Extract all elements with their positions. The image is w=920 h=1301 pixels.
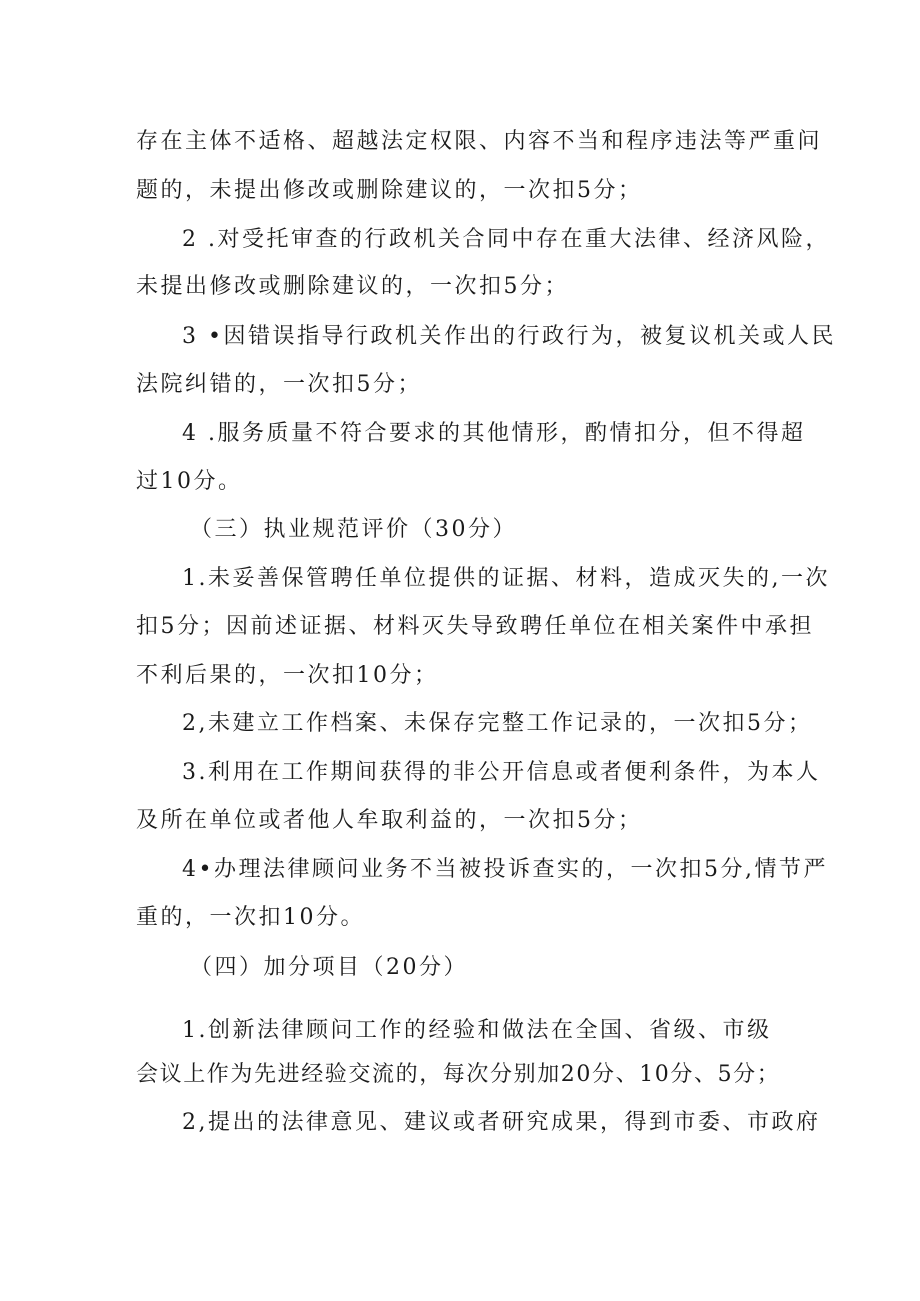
list-item-line: 1.未妥善保管聘任单位提供的证据、材料，造成灭失的,一次	[182, 566, 830, 591]
section-heading: （三）执业规范评价（30分）	[190, 517, 517, 542]
text-line: 存在主体不适格、超越法定权限、内容不当和程序违法等严重问	[136, 129, 823, 154]
text-line: 法院纠错的，一次扣5分；	[136, 372, 422, 397]
text-line: 扣5分；因前述证据、材料灭失导致聘任单位在相关案件中承担	[136, 614, 814, 639]
list-item-line: 2,未建立工作档案、未保存完整工作记录的，一次扣5分；	[182, 711, 813, 736]
text-line: 会议上作为先进经验交流的，每次分别加20分、10分、5分；	[136, 1062, 781, 1087]
text-line: 未提出修改或删除建议的，一次扣5分；	[136, 274, 569, 299]
text-line: 不利后果的，一次扣10分；	[136, 663, 439, 688]
list-item-line: 2 .对受托审查的行政机关合同中存在重大法律、经济风险，	[182, 227, 830, 252]
list-item-line: 2,提出的法律意见、建议或者研究成果，得到市委、市政府	[182, 1110, 821, 1135]
list-item-line: 3 •因错误指导行政机关作出的行政行为，被复议机关或人民	[182, 324, 836, 349]
list-item-line: 1.创新法律顾问工作的经验和做法在全国、省级、市级	[182, 1018, 772, 1043]
text-line: 重的，一次扣10分。	[136, 905, 365, 930]
text-line: 过10分。	[136, 469, 243, 494]
list-item-line: 4 .服务质量不符合要求的其他情形，酌情扣分，但不得超	[182, 421, 806, 446]
text-line: 题的，未提出修改或删除建议的，一次扣5分；	[136, 178, 643, 203]
section-heading: （四）加分项目（20分）	[190, 955, 468, 980]
list-item-line: 4•办理法律顾问业务不当被投诉查实的，一次扣5分,情节严	[182, 857, 828, 882]
list-item-line: 3.利用在工作期间获得的非公开信息或者便利条件，为本人	[182, 760, 821, 785]
text-line: 及所在单位或者他人牟取利益的，一次扣5分；	[136, 808, 643, 833]
